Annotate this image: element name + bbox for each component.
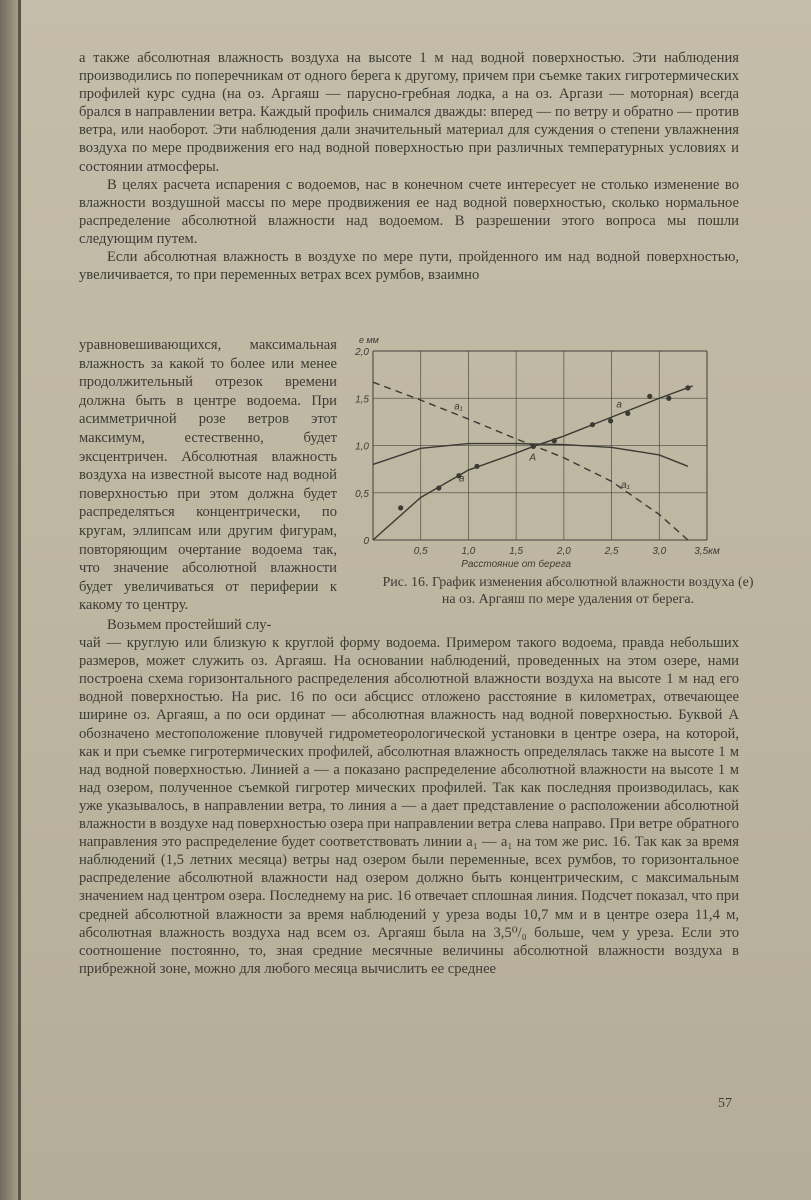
page-number: 57	[718, 1096, 732, 1111]
data-point	[398, 505, 403, 510]
y-axis-label: e мм	[359, 335, 379, 345]
x-tick-label: 3,0	[652, 546, 667, 557]
figure-caption: Рис. 16. График изменения абсолютной влажности воздуха (e) на оз. Аргаяш по мере удаления от берега.	[382, 575, 754, 607]
x-tick-label: 1,0	[461, 546, 476, 557]
data-point	[436, 485, 441, 490]
data-point	[647, 394, 652, 399]
body-text-wrapped	[79, 336, 337, 615]
y-tick-label: 0,5	[355, 488, 369, 500]
x-tick-label: 0,5	[413, 546, 428, 557]
chart-annotation: a	[458, 473, 465, 485]
x-axis-label: Расстояние от берега	[461, 559, 572, 570]
humidity-chart-svg	[345, 332, 765, 572]
data-point	[531, 444, 536, 449]
body-text-bottom	[79, 616, 739, 978]
chart-annotation: A	[529, 452, 536, 464]
x-tick-label: 1,5	[509, 546, 524, 557]
paragraph-humidity-start: Если абсолютная влажность в воздухе по мере пути, пройденного им над водной поверхностью, увеличивается, то при переменных ветрах всех румбов, взаимно	[79, 249, 739, 284]
paragraph-example: чай — круглую или близкую к круглой форму водоема. Примером такого водоема, правда небольших размеров, может служить оз. Аргаяш. На основании наблюдений, проведенных на этом озере, нами построена схема горизонтального распределения абсолютной влажности воздуха на высоте 1 м над его водной поверхностью. На рис. 16 по оси абсцисс отложено расстояние в километрах, отвечающее ширине оз. Аргаяш, а по оси ординат — абсолютная влажность над водной поверхностью. Буквой A обозначено местоположение пловучей гидрометеорологической установки в центре озера, на которой, как и при съемке гигротермических профилей, абсолютная влажность определялась также на высоте 1 м над водной поверхностью. Линией a — a показано распределение абсолютной влажности на высоте 1 м над озером, полученное съемкой гигротер мических профилей. Так как последняя производилась, как уже указывалось, в направлении ветра, то линия a — a дает представление о расположении абсолютной влажности в воздухе над поверхностью озера при направлении ветра слева направо. При ветре обратного направления это распределение будет соответствовать линии a₁ — a₁ на том же рис. 16. Так как за время наблюдений (1,5 летних месяца) ветры над озером были переменные, всех румбов, то горизонтальное распределение абсолютной влажности над озером должно быть концентрическим, с максимальным значением над центром озера. Последнему на рис. 16 отвечает сплошная линия. Подсчет показал, что при средней абсолютной влажности за время наблюдений у уреза воды 10,7 мм и в центре озера 11,4 м, абсолютная влажность воздуха над всем оз. Аргаяш была на 3,5⁰/₀ больше, чем у уреза. Если это соотношение постоянно, то, зная средние месячные величины абсолютной влажности воздуха в прибрежной зоне, можно для любого месяца вычислить ее среднее	[79, 635, 739, 977]
y-tick-label: 1,5	[355, 394, 369, 406]
x-tick-label: 2,5	[604, 546, 619, 557]
chart-annotation: a₁	[454, 401, 463, 413]
data-point	[590, 422, 595, 427]
body-text-top	[79, 49, 739, 284]
y-tick-label: 0	[363, 536, 369, 547]
book-spine-shadow	[0, 0, 18, 1200]
data-point	[608, 418, 613, 423]
paragraph-evaporation: В целях расчета испарения с водоемов, нас в конечном счете интересует не столько изменение во влажности воздушной массы по мере продвижения ее над водной поверхностью, сколько нормальное распределение абсолютной влажности над водоемом. В разрешении этого вопроса мы пошли следующим путем.	[79, 176, 739, 247]
data-point	[685, 385, 690, 390]
data-point	[474, 464, 479, 469]
y-tick-label: 1,0	[355, 441, 369, 453]
y-tick-label: 2,0	[355, 347, 369, 358]
paragraph-intro: а также абсолютная влажность воздуха на высоте 1 м над водной поверхностью. Эти наблюдения производились по поперечникам от одного берега к другому, причем при съемке таких гигротермических профилей курс судна (на оз. Аргаяш — парусно-гребная лодка, а на оз. Аргази — моторная) всегда брался в направлении ветра. Каждый профиль снимался дважды: вперед — по ветру и обратно — против ветра, или наоборот. Эти наблюдения дали значительный материал для суждения о степени увлажнения воздуха по мере продвижения его над водной поверхностью при различных температурных условиях и состоянии атмосферы.	[79, 50, 739, 175]
x-tick-label: 2,0	[556, 546, 571, 557]
chart-annotation: a₁	[621, 480, 630, 492]
chart-annotation: a	[616, 399, 622, 411]
paragraph-humidity-wrapped: уравновешивающихся, максимальная влажность за какой то более или менее продолжительный отрезок времени должна быть в центре водоема. При асимметричной розе ветров этот максимум, естественно, будет эксцентричен. Абсолютная влажность воздуха на известной высоте над водной поверхностью при этом должна будет распределяться концентрически, по кругам, эллипсам или другим фигурам, повторяющим очертание водоема так, что значение абсолютной влажности будет увеличиваться от периферии к какому то центру.	[79, 337, 337, 614]
x-tick-label: 3,5км	[694, 546, 720, 557]
data-point	[625, 411, 630, 416]
paragraph-example-start: Возьмем простейший слу-	[107, 617, 272, 633]
data-point	[666, 396, 671, 401]
data-point	[552, 438, 557, 443]
